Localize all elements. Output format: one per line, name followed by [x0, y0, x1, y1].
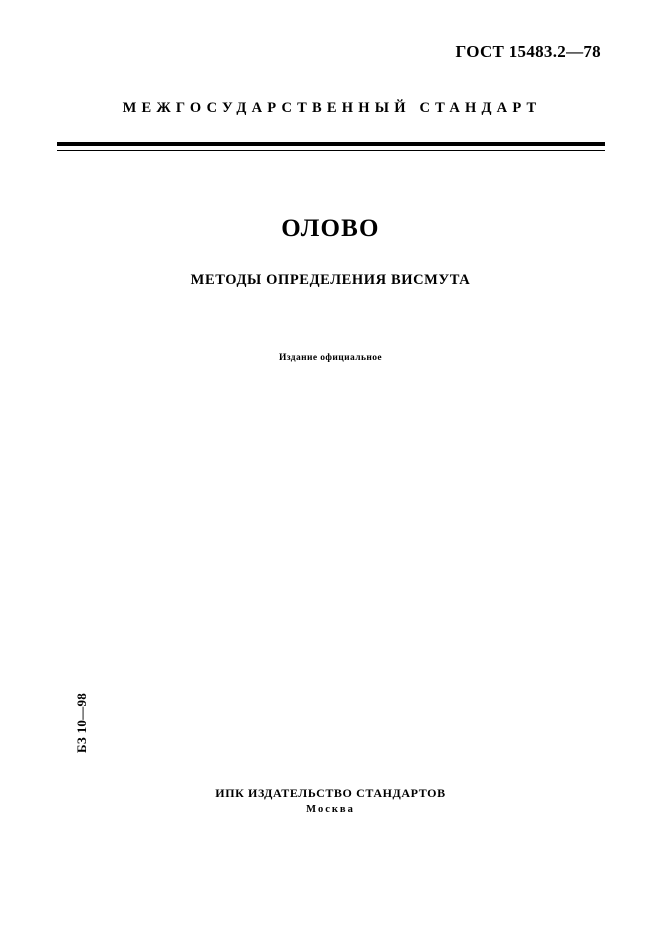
official-edition-note: Издание официальное: [278, 353, 383, 363]
header-rule-thin: [57, 150, 605, 151]
header-rule-thick: [57, 142, 605, 146]
gost-number: ГОСТ 15483.2—78: [455, 42, 601, 61]
standard-type-label: МЕЖГОСУДАРСТВЕННЫЙ СТАНДАРТ: [122, 100, 542, 116]
page-title: ОЛОВО: [281, 215, 380, 242]
publisher-city: Москва: [306, 804, 355, 815]
side-code-block: [52, 655, 89, 755]
publisher-name: ИПК ИЗДАТЕЛЬСТВО СТАНДАРТОВ: [215, 786, 446, 800]
page-subtitle: МЕТОДЫ ОПРЕДЕЛЕНИЯ ВИСМУТА: [190, 272, 471, 288]
side-code-text: БЗ 10—98: [74, 692, 89, 753]
